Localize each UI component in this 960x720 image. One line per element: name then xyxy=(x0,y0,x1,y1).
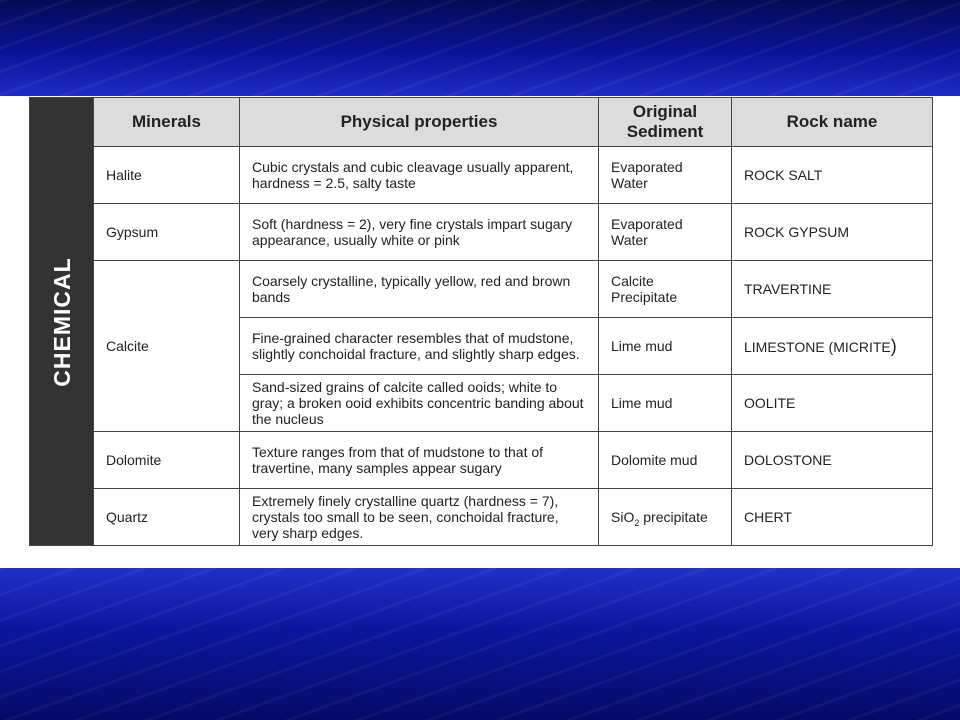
sediment-formula-suffix: precipitate xyxy=(639,509,708,525)
table-row xyxy=(30,489,933,546)
slide-sheet xyxy=(0,96,960,568)
physical-cell: Coarsely crystalline, typically yellow, red and brown bands xyxy=(240,261,599,318)
table-row xyxy=(30,432,933,489)
sediment-cell: Calcite Precipitate xyxy=(599,261,732,318)
sediment-formula-subscript: 2 xyxy=(634,517,640,528)
table-row xyxy=(30,147,933,204)
chemical-rocks-table xyxy=(29,97,933,546)
header-minerals: Minerals xyxy=(94,98,240,147)
sediment-cell: Lime mud xyxy=(599,375,732,432)
physical-cell: Extremely finely crystalline quartz (hardness = 7), crystals too small to be seen, conchoidal fracture, very sharp edges. xyxy=(240,489,599,546)
header-physical-properties: Physical properties xyxy=(240,98,599,147)
sediment-cell: Evaporated Water xyxy=(599,204,732,261)
rock-cell: TRAVERTINE xyxy=(732,261,933,318)
table-row xyxy=(30,204,933,261)
physical-cell: Fine-grained character resembles that of mudstone, slightly conchoidal fracture, and slightly sharp edges. xyxy=(240,318,599,375)
physical-cell: Texture ranges from that of mudstone to that of travertine, many samples appear sugary xyxy=(240,432,599,489)
mineral-cell: Dolomite xyxy=(94,432,240,489)
header-rock-name: Rock name xyxy=(732,98,933,147)
sediment-formula-prefix: SiO xyxy=(611,509,635,525)
category-label: CHEMICAL xyxy=(48,256,75,387)
rock-cell: DOLOSTONE xyxy=(732,432,933,489)
top-background-band xyxy=(0,0,960,96)
rock-cell: OOLITE xyxy=(732,375,933,432)
rock-name-paren: ) xyxy=(890,335,897,356)
header-original-sediment: Original Sediment xyxy=(599,98,732,147)
sediment-cell: Dolomite mud xyxy=(599,432,732,489)
rock-cell xyxy=(732,318,933,375)
table-header-row xyxy=(30,98,933,147)
bottom-background-band xyxy=(0,568,960,720)
sediment-cell xyxy=(599,489,732,546)
mineral-cell: Halite xyxy=(94,147,240,204)
mineral-cell: Gypsum xyxy=(94,204,240,261)
table-row xyxy=(30,261,933,318)
category-cell xyxy=(30,98,94,546)
mineral-cell: Quartz xyxy=(94,489,240,546)
physical-cell: Soft (hardness = 2), very fine crystals impart sugary appearance, usually white or pink xyxy=(240,204,599,261)
mineral-cell: Calcite xyxy=(94,261,240,432)
rock-cell: ROCK SALT xyxy=(732,147,933,204)
sediment-cell: Evaporated Water xyxy=(599,147,732,204)
rock-name-text: LIMESTONE (MICRITE xyxy=(744,338,891,355)
sediment-cell: Lime mud xyxy=(599,318,732,375)
physical-cell: Sand-sized grains of calcite called ooids; white to gray; a broken ooid exhibits concentric banding about the nucleus xyxy=(240,375,599,432)
rock-cell: ROCK GYPSUM xyxy=(732,204,933,261)
rock-cell: CHERT xyxy=(732,489,933,546)
physical-cell: Cubic crystals and cubic cleavage usually apparent, hardness = 2.5, salty taste xyxy=(240,147,599,204)
